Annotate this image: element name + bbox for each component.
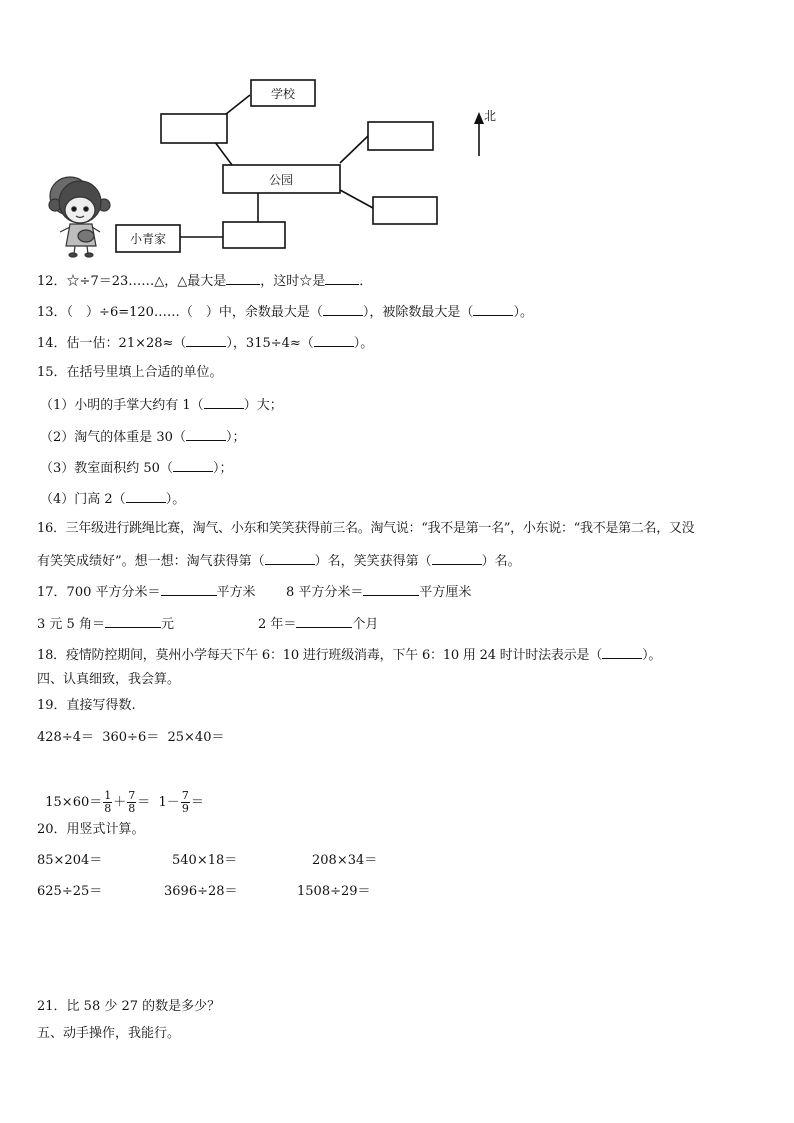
q13-text-c: ）。 bbox=[513, 305, 533, 320]
q14-number: 14． bbox=[37, 336, 67, 351]
q19-r2-c: ＝ bbox=[190, 795, 204, 810]
q20-item-4: 625÷25＝ bbox=[37, 884, 103, 899]
map-figure bbox=[0, 0, 794, 270]
q15-item-3-text: （3）教室面积约 50（ bbox=[40, 461, 173, 476]
q12-answer-blank-2[interactable] bbox=[325, 272, 359, 285]
q18-text-b: ）。 bbox=[642, 648, 662, 663]
blank-box-upper-right bbox=[368, 122, 433, 150]
q19-row-1: 428÷4＝ 360÷6＝ 25×40＝ bbox=[37, 730, 225, 745]
q20-number: 20． bbox=[37, 822, 67, 837]
q19-plus: ＋ bbox=[113, 795, 127, 810]
school-label: 学校 bbox=[270, 87, 296, 101]
q15-number: 15． bbox=[37, 365, 67, 380]
fraction-numerator: 1 bbox=[104, 789, 112, 802]
q18-text-a: 疫情防控期间，莫州小学每天下午 6：10 进行班级消毒，下午 6：10 用 24 时计时法表示是（ bbox=[65, 648, 603, 663]
q15-item-1-text: （1）小明的手掌大约有 1（ bbox=[40, 398, 204, 413]
home-label: 小青家 bbox=[129, 232, 167, 246]
q20-title: 用竖式计算。 bbox=[66, 822, 145, 837]
q19-number: 19． bbox=[37, 698, 67, 713]
q13-number: 13． bbox=[37, 305, 67, 320]
q12-text: ☆÷7＝23……△，△最大是 bbox=[66, 274, 227, 289]
q15-title: 在括号里填上合适的单位。 bbox=[66, 365, 223, 380]
question-17-part-c bbox=[37, 615, 174, 633]
q20-item-6: 1508÷29＝ bbox=[297, 884, 371, 899]
blank-box-lower-right bbox=[373, 197, 437, 224]
q18-number: 18． bbox=[37, 648, 66, 663]
question-21 bbox=[37, 999, 220, 1015]
q17-number: 17． bbox=[37, 585, 67, 600]
q15-item-4 bbox=[40, 490, 185, 508]
q18-answer-blank[interactable] bbox=[602, 646, 642, 659]
q20-item-3: 208×34＝ bbox=[312, 853, 378, 868]
q15-item-2-blank[interactable] bbox=[186, 428, 226, 441]
q17-a2: 平方米 bbox=[216, 585, 256, 600]
q12-number: 12． bbox=[37, 274, 67, 289]
q13-answer-blank-1[interactable] bbox=[323, 303, 363, 316]
q15-item-2 bbox=[40, 428, 245, 446]
q12-end: ． bbox=[359, 274, 373, 289]
q16-answer-blank-2[interactable] bbox=[432, 552, 482, 565]
q13-text-a: （ ）÷6=120……（ ）中，余数最大是（ bbox=[66, 305, 323, 320]
q15-item-1 bbox=[40, 396, 283, 414]
park-label: 公园 bbox=[268, 173, 294, 187]
question-15 bbox=[37, 365, 223, 381]
q15-item-4-blank[interactable] bbox=[126, 490, 166, 503]
q16-line-1: 三年级进行跳绳比赛，淘气、小东和笑笑获得前三名。淘气说：“我不是第一名”，小东说：“我不是第二名，又没 bbox=[65, 521, 695, 536]
question-17 bbox=[37, 583, 256, 601]
q19-row-2 bbox=[37, 758, 204, 818]
q17-a1: 700 平方分米＝ bbox=[66, 585, 161, 600]
q13-answer-blank-2[interactable] bbox=[473, 303, 513, 316]
q19-title: 直接写得数. bbox=[66, 698, 136, 713]
fraction-denominator: 9 bbox=[181, 802, 189, 815]
q15-item-1-blank[interactable] bbox=[204, 396, 244, 409]
q20-item-5: 3696÷28＝ bbox=[164, 884, 238, 899]
question-12 bbox=[37, 272, 372, 290]
q16-text-b: ）名，笑笑获得第（ bbox=[314, 554, 432, 569]
q17-c2: 元 bbox=[160, 617, 174, 632]
fraction-denominator: 8 bbox=[128, 802, 136, 815]
fraction-numerator: 7 bbox=[128, 789, 136, 802]
q14-answer-blank-1[interactable] bbox=[186, 334, 226, 347]
q20-item-2: 540×18＝ bbox=[172, 853, 238, 868]
q19-r2-a: 15×60＝ bbox=[45, 795, 103, 810]
q16-answer-blank-1[interactable] bbox=[265, 552, 315, 565]
q19-r2-b: ＝ 1－ bbox=[137, 795, 180, 810]
fraction-denominator: 8 bbox=[104, 802, 112, 815]
q17-c1: 3 元 5 角＝ bbox=[37, 617, 105, 632]
question-18 bbox=[37, 646, 661, 664]
q13-text-b: ），被除数最大是（ bbox=[362, 305, 474, 320]
north-arrow-icon bbox=[474, 112, 484, 156]
q15-item-4-end: ）。 bbox=[165, 492, 186, 507]
q16-text-c: ）名。 bbox=[481, 554, 521, 569]
q17-blank-3[interactable] bbox=[105, 615, 161, 628]
fraction-numerator: 7 bbox=[181, 789, 189, 802]
q17-b1: 8 平方分米＝ bbox=[286, 585, 364, 600]
q15-item-2-text: （2）淘气的体重是 30（ bbox=[40, 430, 186, 445]
q15-item-3 bbox=[40, 459, 232, 477]
fraction-1-8 bbox=[103, 790, 112, 815]
question-16-line-2 bbox=[37, 552, 521, 570]
q12-answer-blank-1[interactable] bbox=[226, 272, 260, 285]
q15-item-2-end: ）； bbox=[225, 430, 246, 445]
fraction-7-9 bbox=[181, 790, 190, 815]
question-13 bbox=[37, 303, 533, 321]
q17-blank-1[interactable] bbox=[161, 583, 217, 596]
q15-item-1-end: ）大； bbox=[243, 398, 283, 413]
q15-item-4-text: （4）门高 2（ bbox=[40, 492, 126, 507]
question-17-part-b bbox=[286, 583, 471, 601]
girl-illustration bbox=[49, 177, 110, 257]
question-19 bbox=[37, 698, 136, 714]
question-17-part-d bbox=[258, 615, 378, 633]
q16-number: 16． bbox=[37, 521, 66, 536]
q17-blank-4[interactable] bbox=[296, 615, 352, 628]
q14-text-a: 估一估：21×28≈（ bbox=[66, 336, 187, 351]
q21-text: 比 58 少 27 的数是多少？ bbox=[66, 999, 221, 1014]
q15-item-3-end: ）； bbox=[212, 461, 233, 476]
blank-box-bottom bbox=[223, 222, 285, 248]
q21-number: 21． bbox=[37, 999, 67, 1014]
question-20 bbox=[37, 822, 145, 838]
section-4-heading: 四、认真细致，我会算。 bbox=[37, 672, 181, 687]
q15-item-3-blank[interactable] bbox=[173, 459, 213, 472]
q16-text-a: 有笑笑成绩好”。想一想：淘气获得第（ bbox=[37, 554, 265, 569]
q14-text-c: ）。 bbox=[353, 336, 374, 351]
q17-d2: 个月 bbox=[352, 617, 379, 632]
section-5-heading: 五、动手操作，我能行。 bbox=[37, 1026, 181, 1041]
q12-mid: ，这时☆是 bbox=[260, 274, 326, 289]
q14-text-b: ），315÷4≈（ bbox=[226, 336, 314, 351]
q14-answer-blank-2[interactable] bbox=[314, 334, 354, 347]
q17-d1: 2 年＝ bbox=[258, 617, 297, 632]
q17-blank-2[interactable] bbox=[363, 583, 419, 596]
question-14 bbox=[37, 334, 373, 352]
question-16 bbox=[37, 521, 694, 537]
fraction-7-8 bbox=[127, 790, 136, 815]
north-label: 北 bbox=[484, 109, 497, 123]
q17-b2: 平方厘米 bbox=[419, 585, 472, 600]
blank-box-left bbox=[161, 114, 227, 143]
q20-item-1: 85×204＝ bbox=[37, 853, 103, 868]
